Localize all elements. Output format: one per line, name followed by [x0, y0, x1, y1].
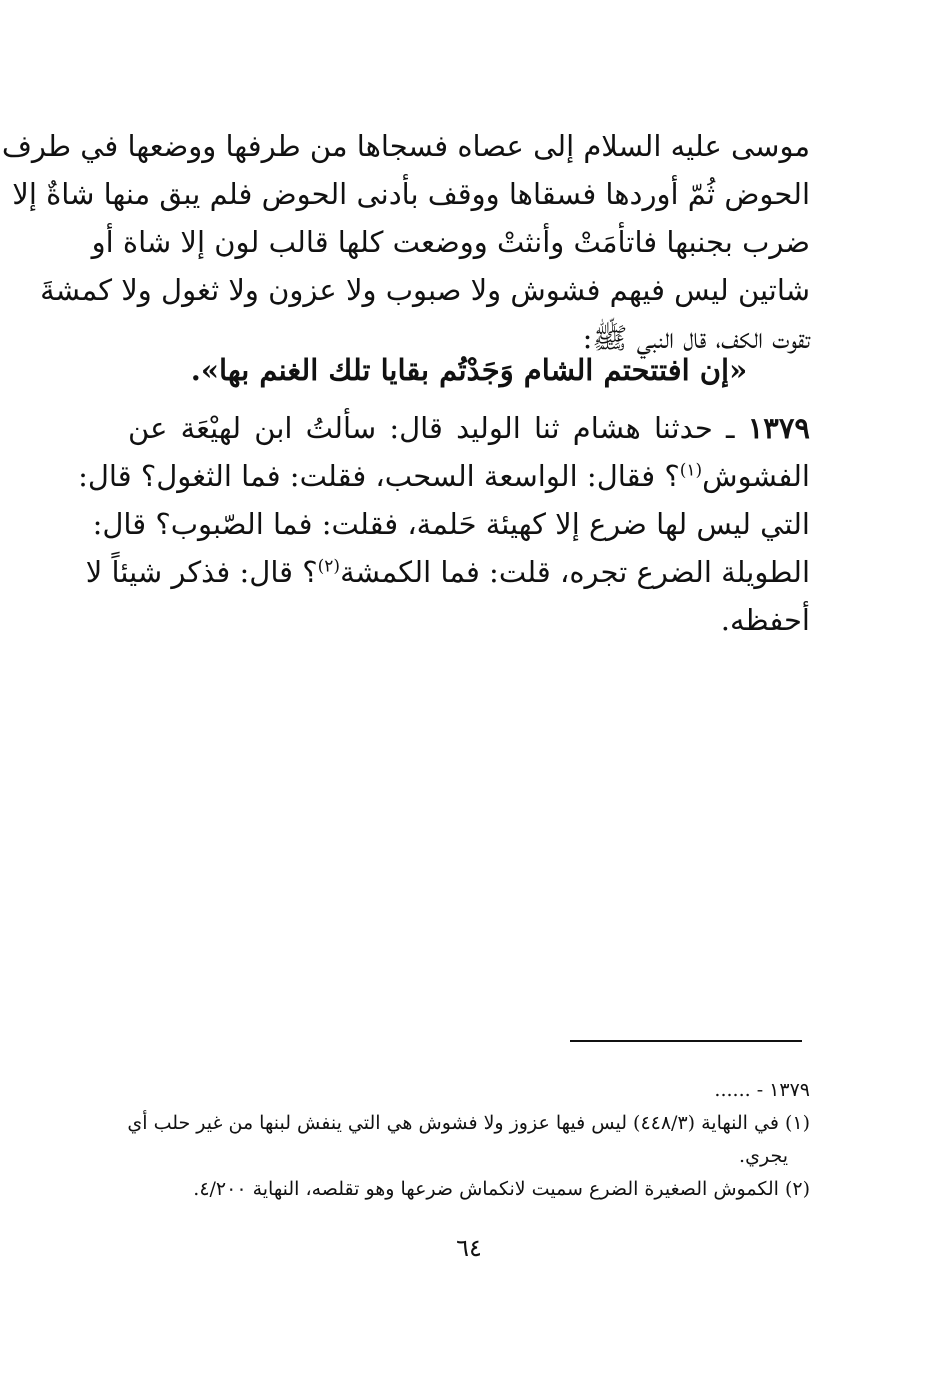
- text-line: ضرب بجنبها فاتأمَتْ وأنثتْ ووضعت كلها قالب لون إلا شاة أو: [91, 225, 810, 259]
- footnote-divider: [570, 1040, 802, 1042]
- footnote-hadith-ref: ١٣٧٩ - ......: [714, 1079, 810, 1101]
- text-segment: ؟ فقال: الواسعة السحب، فقلت: فما الثغول؟ قال:: [78, 459, 680, 493]
- text-line: شاتين ليس فيهم فشوش ولا صبوب ولا عزون ولا ثغول ولا كمشةَ: [40, 273, 810, 307]
- text-line: [85, 548, 810, 596]
- footnote-ref-2[interactable]: (٢): [317, 556, 341, 577]
- footnote-1: (١) في النهاية (٤٤٨/٣) ليس فيها عزوز ولا فشوش هي التي ينفش لبنها من غير حلب أي: [127, 1112, 810, 1134]
- footnotes: [120, 1074, 810, 1206]
- text-segment: ـ حدثنا هشام ثنا الوليد قال: سألتُ ابن لهيْعَة عن: [128, 411, 748, 445]
- hadith-quote: «إن افتتحتم الشام وَجَدْتُم بقايا تلك الغنم بها».: [190, 353, 748, 387]
- text-line: [128, 404, 810, 452]
- text-segment: الطويلة الضرع تجره، قلت: فما الكمشة: [340, 555, 810, 589]
- footnote-2: (٢) الكموش الصغيرة الضرع سميت لانكماش ضرعها وهو تقلصه، النهاية ٤/٢٠٠.: [193, 1178, 810, 1200]
- paragraph-continuation: [1, 122, 810, 362]
- paragraph-1379: [78, 404, 810, 644]
- page-number: ٦٤: [456, 1234, 482, 1262]
- text-line: أحفظه.: [720, 603, 810, 637]
- hadith-number: ١٣٧٩: [747, 411, 810, 445]
- text-line: التي ليس لها ضرع إلا كهيئة حَلمة، فقلت: فما الصّبوب؟ قال:: [92, 507, 810, 541]
- text-line: موسى عليه السلام إلى عصاه فسجاها من طرفها ووضعها في طرف: [1, 129, 810, 163]
- text-segment: ؟ قال: فذكر شيئاً لا: [85, 555, 318, 589]
- text-line: الحوض ثُمّ أوردها فسقاها ووقف بأدنى الحوض فلم يبق منها شاةٌ إلا: [12, 177, 810, 211]
- text-line: تقوت الكف، قال النبي ﷺ:: [582, 321, 810, 355]
- text-segment: الفشوش: [702, 459, 810, 493]
- footnote-1-continuation: يجري.: [739, 1145, 788, 1167]
- text-line: [78, 452, 810, 500]
- footnote-ref-1[interactable]: (١): [679, 460, 703, 481]
